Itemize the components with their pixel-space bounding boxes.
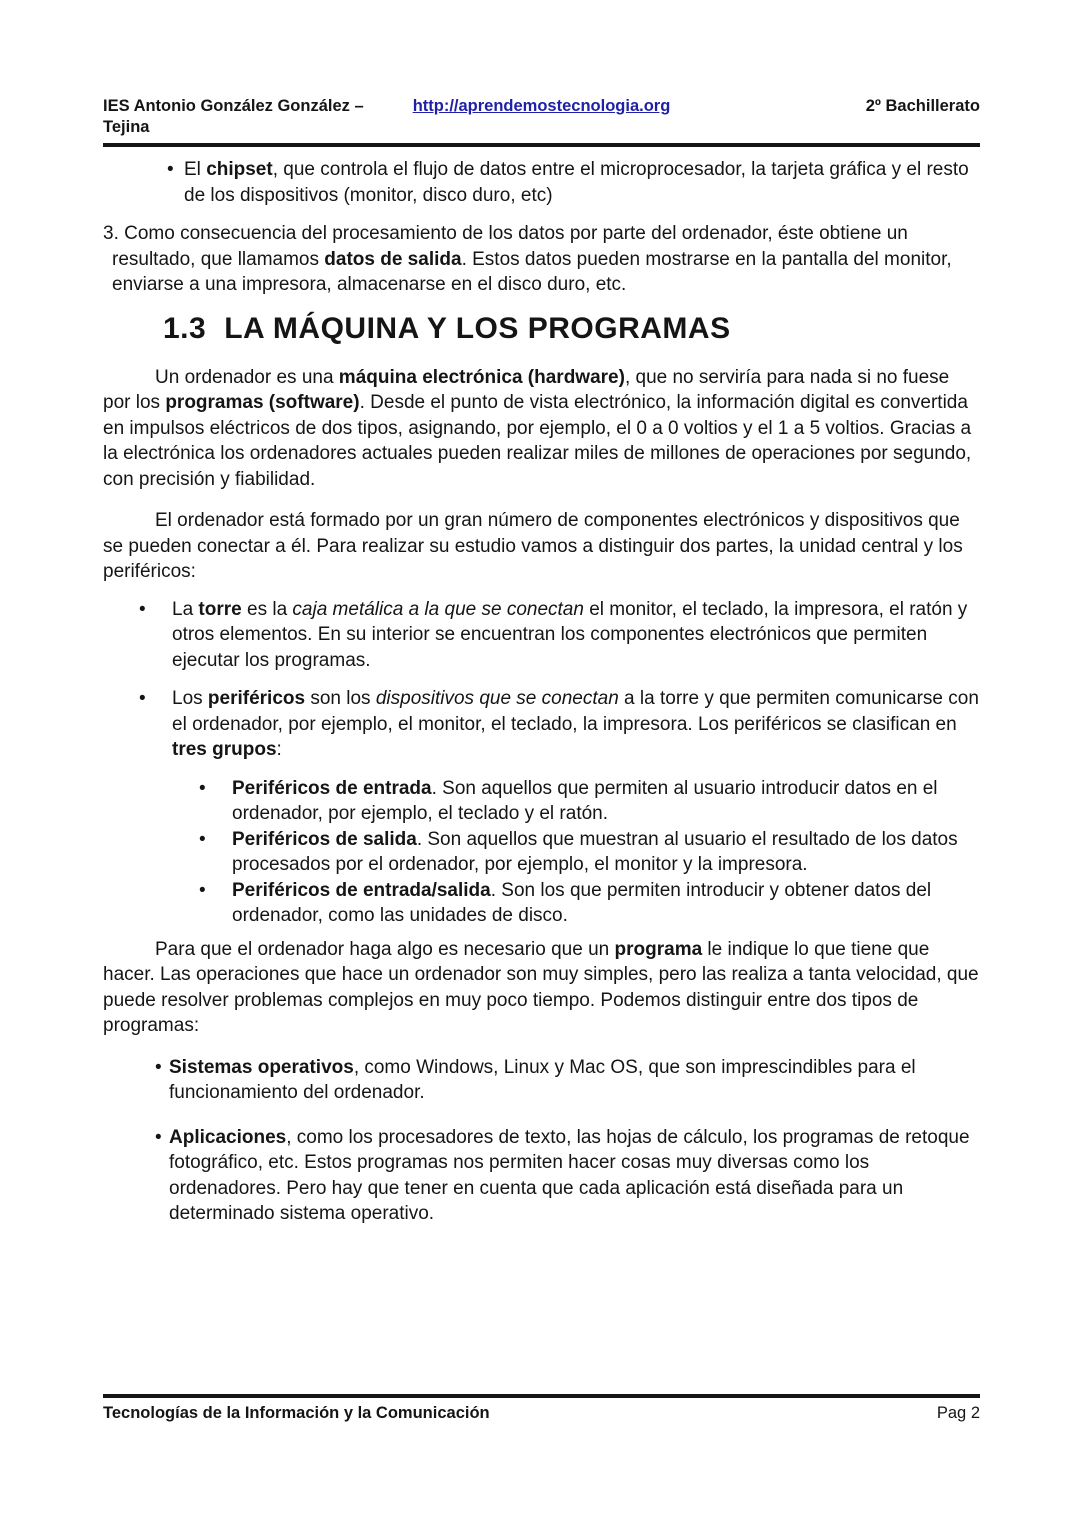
bullet-aplicaciones	[155, 1125, 980, 1227]
header-link-wrap	[395, 96, 687, 117]
paragraph-programa: Para que el ordenador haga algo es necesario que un programa le indique lo que tiene que hacer. Las operaciones que hace un ordenador son muy simples, pero las realiza a tanta velocidad, que puede resolver problemas complejos en muy poco tiempo. Podemos distinguir entre dos tipos de programas:	[103, 938, 979, 1036]
bullet-chipset-text: El chipset, que controla el flujo de datos entre el microprocesador, la tarjeta gráfica y el resto de los dispositivos (monitor, disco duro, etc)	[184, 159, 969, 206]
bullet-chipset	[167, 157, 980, 208]
footer-subject-title: Tecnologías de la Información y la Comunicación	[103, 1404, 490, 1422]
header-website-link[interactable]: http://aprendemostecnologia.org	[412, 97, 671, 115]
footer-page-number: Pag 2	[936, 1404, 980, 1422]
page-footer	[103, 1394, 980, 1424]
page-header	[103, 96, 980, 147]
paragraph-maquina: Un ordenador es una máquina electrónica (hardware), que no serviría para nada si no fuese por los programas (software). Desde el punto de vista electrónico, la información digital es convertida en impulsos eléctricos de dos tipos, asignando, por ejemplo, el 0 a 0 voltios y el 1 a 5 voltios. Gracias a la electrónica los ordenadores actuales pueden realizar miles de millones de operaciones por segundo, con precisión y fiabilidad.	[103, 366, 972, 490]
bullet-glyph: •	[155, 1126, 162, 1148]
bullet-glyph: •	[139, 688, 146, 709]
bullet-entrada-salida-text: Periféricos de entrada/salida. Son los que permiten introducir y obtener datos del ordenador, como las unidades de disco.	[232, 879, 932, 926]
bullet-entrada-text: Periféricos de entrada. Son aquellos que permiten al usuario introducir datos en el ordenador, por ejemplo, el teclado y el ratón.	[232, 777, 938, 824]
bullet-glyph: •	[139, 598, 146, 620]
bullet-aplicaciones-text: Aplicaciones, como los procesadores de texto, las hojas de cálculo, los programas de retoque fotográfico, etc. Estos programas nos permiten hacer cosas muy diversas como los ordenadores. Pero hay que tener en cuenta que cada aplicación está diseñada para un determinado sistema operativo.	[169, 1126, 970, 1224]
bullet-glyph: •	[167, 159, 174, 180]
bullet-glyph: •	[199, 879, 206, 901]
bullet-glyph: •	[199, 828, 206, 850]
bullet-salida-text: Periféricos de salida. Son aquellos que muestran al usuario el resultado de los datos procesados por el ordenador, por ejemplo, el monitor y la impresora.	[232, 828, 958, 875]
bullet-perifericos-entrada-salida	[199, 878, 980, 929]
bullet-perifericos	[139, 686, 980, 763]
paragraph-datos-salida: 3. Como consecuencia del procesamiento de los datos por parte del ordenador, éste obtiene un resultado, que llamamos datos de salida. Estos datos pueden mostrarse en la pantalla del monitor, enviarse a una impresora, almacenarse en el disco duro, etc.	[103, 223, 952, 295]
header-course-level: 2º Bachillerato	[865, 97, 980, 115]
section-number: 1.3	[163, 311, 207, 345]
bullet-torre	[139, 597, 980, 674]
bullet-sistemas-text: Sistemas operativos, como Windows, Linux y Mac OS, que son imprescindibles para el funcionamiento del ordenador.	[169, 1056, 916, 1103]
bullet-glyph: •	[199, 777, 206, 799]
bullet-glyph: •	[155, 1056, 162, 1078]
bullet-perifericos-entrada	[199, 776, 980, 827]
section-title: LA MÁQUINA Y LOS PROGRAMAS	[224, 311, 731, 345]
bullet-torre-text: La torre es la caja metálica a la que se conectan el monitor, el teclado, la impresora, el ratón y otros elementos. En su interior se encuentran los componentes electrónicos que permiten ejecutar los programas.	[172, 598, 968, 671]
header-school-name: IES Antonio González González – Tejina	[103, 97, 364, 136]
page-content	[103, 96, 980, 1227]
bullet-sistemas-operativos	[155, 1055, 980, 1106]
bullet-perifericos-salida	[199, 827, 980, 878]
paragraph-componentes: El ordenador está formado por un gran número de componentes electrónicos y dispositivos que se pueden conectar a él. Para realizar su estudio vamos a distinguir dos partes, la unidad central y los periféricos:	[103, 510, 963, 582]
bullet-perifericos-text: Los periféricos son los dispositivos que se conectan a la torre y que permiten comunicarse con el ordenador, por ejemplo, el monitor, el teclado, la impresora. Los periféricos se clasifican en tres grupos:	[172, 688, 979, 760]
section-heading	[163, 310, 980, 348]
